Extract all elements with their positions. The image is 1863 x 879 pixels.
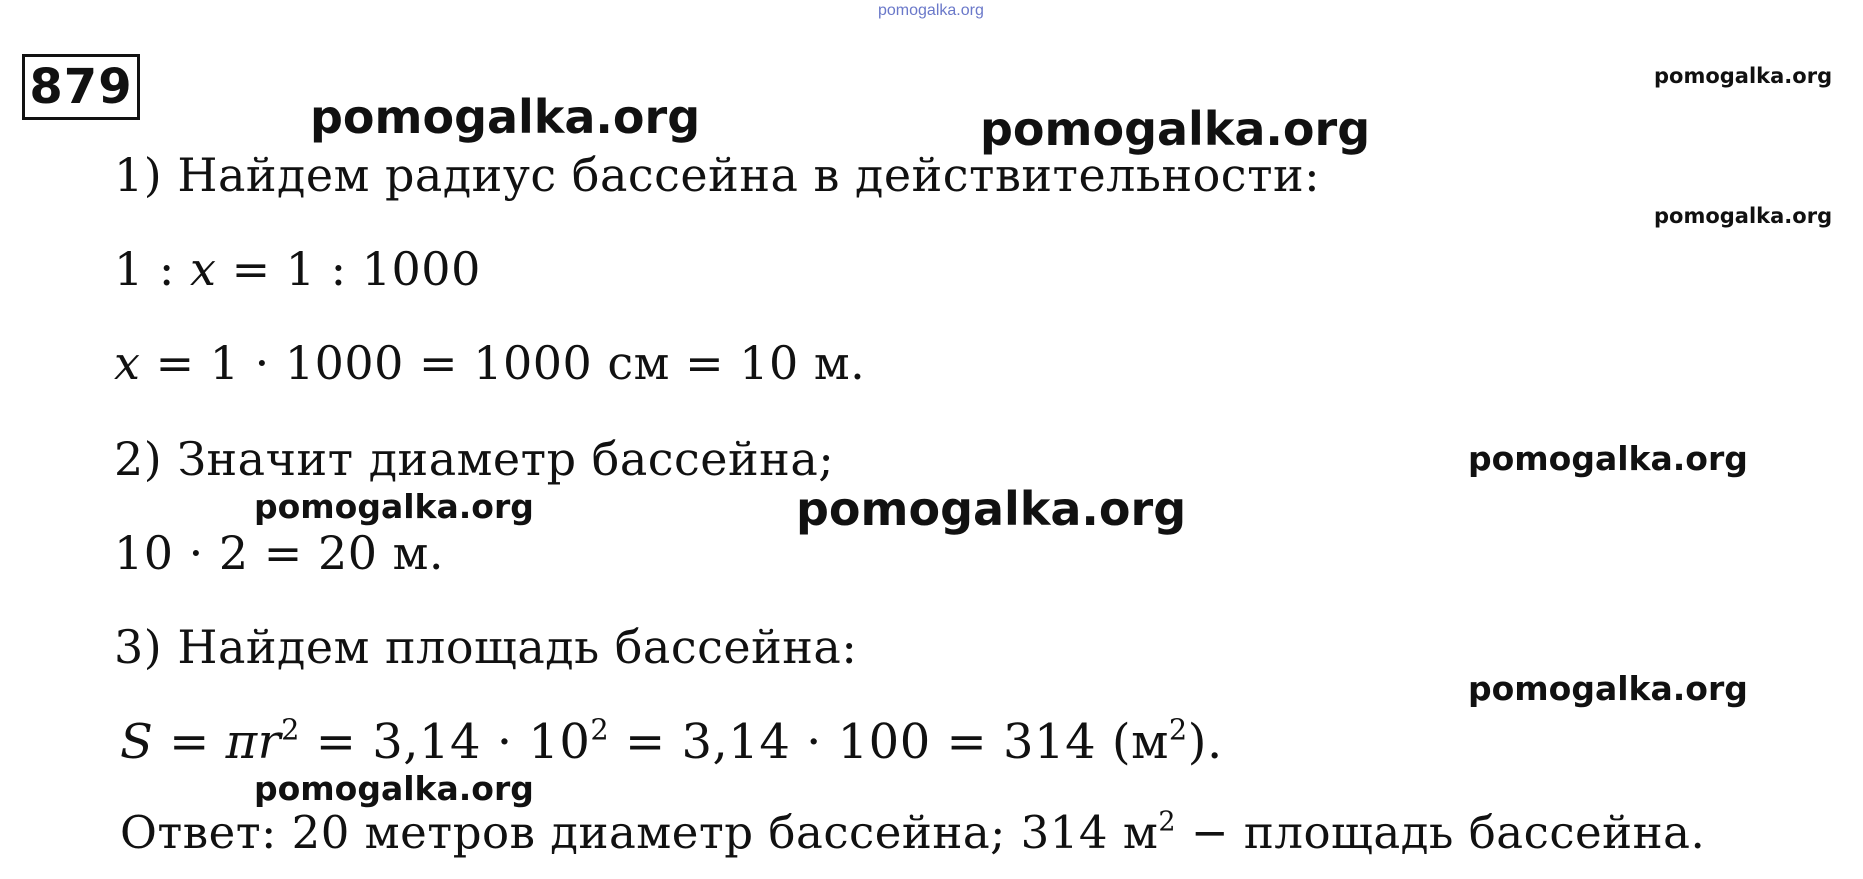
variable-x: x bbox=[190, 242, 217, 296]
formula-mid2: = 3,14 · 100 = 314 (м bbox=[609, 714, 1169, 770]
watermark-small-right-2: pomogalka.org bbox=[1654, 204, 1833, 228]
variable-r: r bbox=[257, 714, 282, 770]
variable-s: S bbox=[120, 714, 154, 770]
step1-proportion-b: = 1 : 1000 bbox=[216, 242, 481, 296]
step1-calculation-rest: = 1 · 1000 = 1000 см = 10 м. bbox=[140, 336, 866, 390]
watermark-medium-right-2: pomogalka.org bbox=[1468, 669, 1748, 708]
exponent: 2 bbox=[590, 712, 610, 747]
watermark-large-3: pomogalka.org bbox=[796, 482, 1187, 536]
step1-calculation bbox=[114, 336, 866, 390]
formula-eq: = bbox=[153, 714, 226, 770]
symbol-pi: π bbox=[225, 714, 258, 770]
watermark-medium-left-2: pomogalka.org bbox=[254, 769, 534, 808]
exponent: 2 bbox=[281, 712, 300, 747]
step1-proportion bbox=[114, 242, 481, 296]
step3-area-formula bbox=[120, 712, 1223, 770]
exponent: 2 bbox=[1168, 712, 1188, 747]
watermark-large-2: pomogalka.org bbox=[980, 102, 1371, 156]
answer-text-2: − площадь бассейна. bbox=[1176, 806, 1706, 859]
problem-number-badge: 879 bbox=[22, 54, 140, 120]
exponent: 2 bbox=[1158, 806, 1177, 838]
step2-heading: 2) Значит диаметр бассейна; bbox=[114, 432, 835, 486]
answer-text-1: Ответ: 20 метров диаметр бассейна; 314 м bbox=[120, 806, 1159, 859]
answer-line bbox=[120, 806, 1706, 859]
step1-proportion-a: 1 : bbox=[114, 242, 191, 296]
step2-calculation: 10 · 2 = 20 м. bbox=[114, 526, 445, 580]
step1-heading: 1) Найдем радиус бассейна в действительности: bbox=[114, 148, 1321, 202]
watermark-small-right-1: pomogalka.org bbox=[1654, 64, 1833, 88]
step3-heading: 3) Найдем площадь бассейна: bbox=[114, 620, 858, 674]
formula-mid1: = 3,14 · 10 bbox=[299, 714, 591, 770]
variable-x: x bbox=[114, 336, 141, 390]
formula-end: ). bbox=[1187, 714, 1223, 770]
watermark-medium-right-1: pomogalka.org bbox=[1468, 439, 1748, 478]
watermark-large-1: pomogalka.org bbox=[310, 90, 701, 144]
watermark-top: pomogalka.org bbox=[878, 2, 984, 19]
watermark-medium-left-1: pomogalka.org bbox=[254, 487, 534, 526]
